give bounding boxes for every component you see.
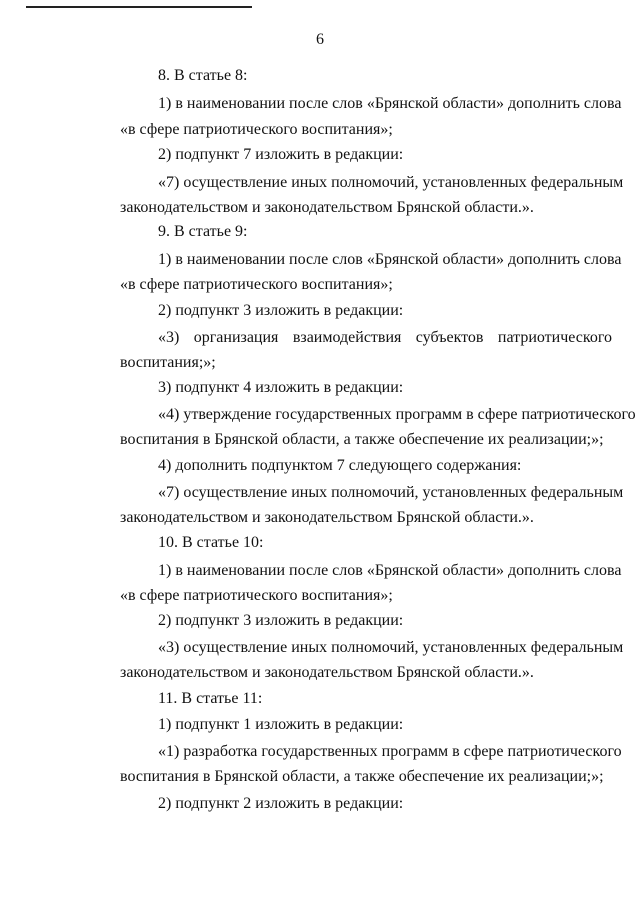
paragraph-line: воспитания в Брянской области, а также обеспечение их реализации;»; xyxy=(120,768,604,785)
paragraph-line: 4) дополнить подпунктом 7 следующего содержания: xyxy=(158,457,522,474)
article-10-heading: 10. В статье 10: xyxy=(158,534,264,551)
paragraph-line: 1) в наименовании после слов «Брянской области» дополнить слова xyxy=(158,251,622,268)
paragraph-line: законодательством и законодательством Брянской области.». xyxy=(120,199,534,216)
paragraph-line: законодательством и законодательством Брянской области.». xyxy=(120,509,534,526)
paragraph-line: 3) подпункт 4 изложить в редакции: xyxy=(158,379,404,396)
paragraph-line: воспитания в Брянской области, а также обеспечение их реализации;»; xyxy=(120,431,604,448)
paragraph-line: воспитания;»; xyxy=(120,354,216,371)
paragraph-line: 2) подпункт 2 изложить в редакции: xyxy=(158,795,404,812)
article-8-heading: 8. В статье 8: xyxy=(158,67,248,84)
paragraph-line: «в сфере патриотического воспитания»; xyxy=(120,276,393,293)
paragraph-line: «7) осуществление иных полномочий, установленных федеральным xyxy=(158,174,624,191)
paragraph-line: 2) подпункт 3 изложить в редакции: xyxy=(158,302,404,319)
page-number: 6 xyxy=(316,31,324,48)
paragraph-line: «3) организация взаимодействия субъектов патриотического xyxy=(158,329,612,346)
paragraph-line: 2) подпункт 7 изложить в редакции: xyxy=(158,146,404,163)
paragraph-line: «в сфере патриотического воспитания»; xyxy=(120,587,393,604)
paragraph-line: «1) разработка государственных программ в сфере патриотического xyxy=(158,743,622,760)
paragraph-line: «3) осуществление иных полномочий, установленных федеральным xyxy=(158,639,624,656)
paragraph-line: «4) утверждение государственных программ в сфере патриотического xyxy=(158,406,636,423)
article-11-heading: 11. В статье 11: xyxy=(158,690,263,707)
top-rule xyxy=(26,6,252,8)
paragraph-line: «7) осуществление иных полномочий, установленных федеральным xyxy=(158,484,624,501)
paragraph-line: 2) подпункт 3 изложить в редакции: xyxy=(158,612,404,629)
paragraph-line: законодательством и законодательством Брянской области.». xyxy=(120,664,534,681)
paragraph-line: «в сфере патриотического воспитания»; xyxy=(120,121,393,138)
paragraph-line: 1) в наименовании после слов «Брянской области» дополнить слова xyxy=(158,95,622,112)
paragraph-line: 1) подпункт 1 изложить в редакции: xyxy=(158,716,404,733)
paragraph-line: 1) в наименовании после слов «Брянской области» дополнить слова xyxy=(158,562,622,579)
article-9-heading: 9. В статье 9: xyxy=(158,223,248,240)
